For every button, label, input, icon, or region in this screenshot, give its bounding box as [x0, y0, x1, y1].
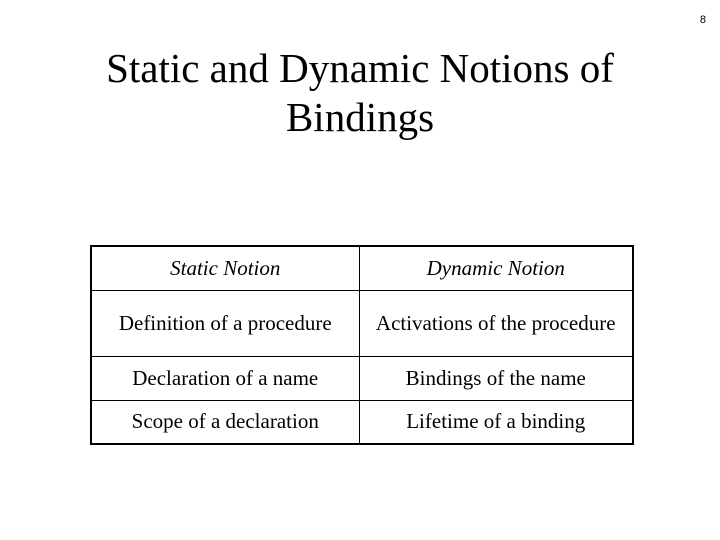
notions-table	[90, 245, 634, 445]
cell-dynamic: Lifetime of a binding	[359, 400, 633, 444]
cell-dynamic: Bindings of the name	[359, 356, 633, 400]
table-row	[91, 356, 633, 400]
table-row	[91, 400, 633, 444]
page-number: 8	[699, 14, 706, 26]
table-header-row	[91, 246, 633, 290]
header-static-notion: Static Notion	[91, 246, 359, 290]
header-dynamic-notion: Dynamic Notion	[359, 246, 633, 290]
table-row	[91, 290, 633, 356]
slide-title-line-1: Static and Dynamic Notions of	[106, 45, 614, 91]
cell-dynamic: Activations of the procedure	[359, 290, 633, 356]
cell-static: Scope of a declaration	[91, 400, 359, 444]
cell-static: Definition of a procedure	[91, 290, 359, 356]
cell-static: Declaration of a name	[91, 356, 359, 400]
slide-title	[0, 44, 720, 142]
slide-title-line-2: Bindings	[285, 94, 435, 140]
